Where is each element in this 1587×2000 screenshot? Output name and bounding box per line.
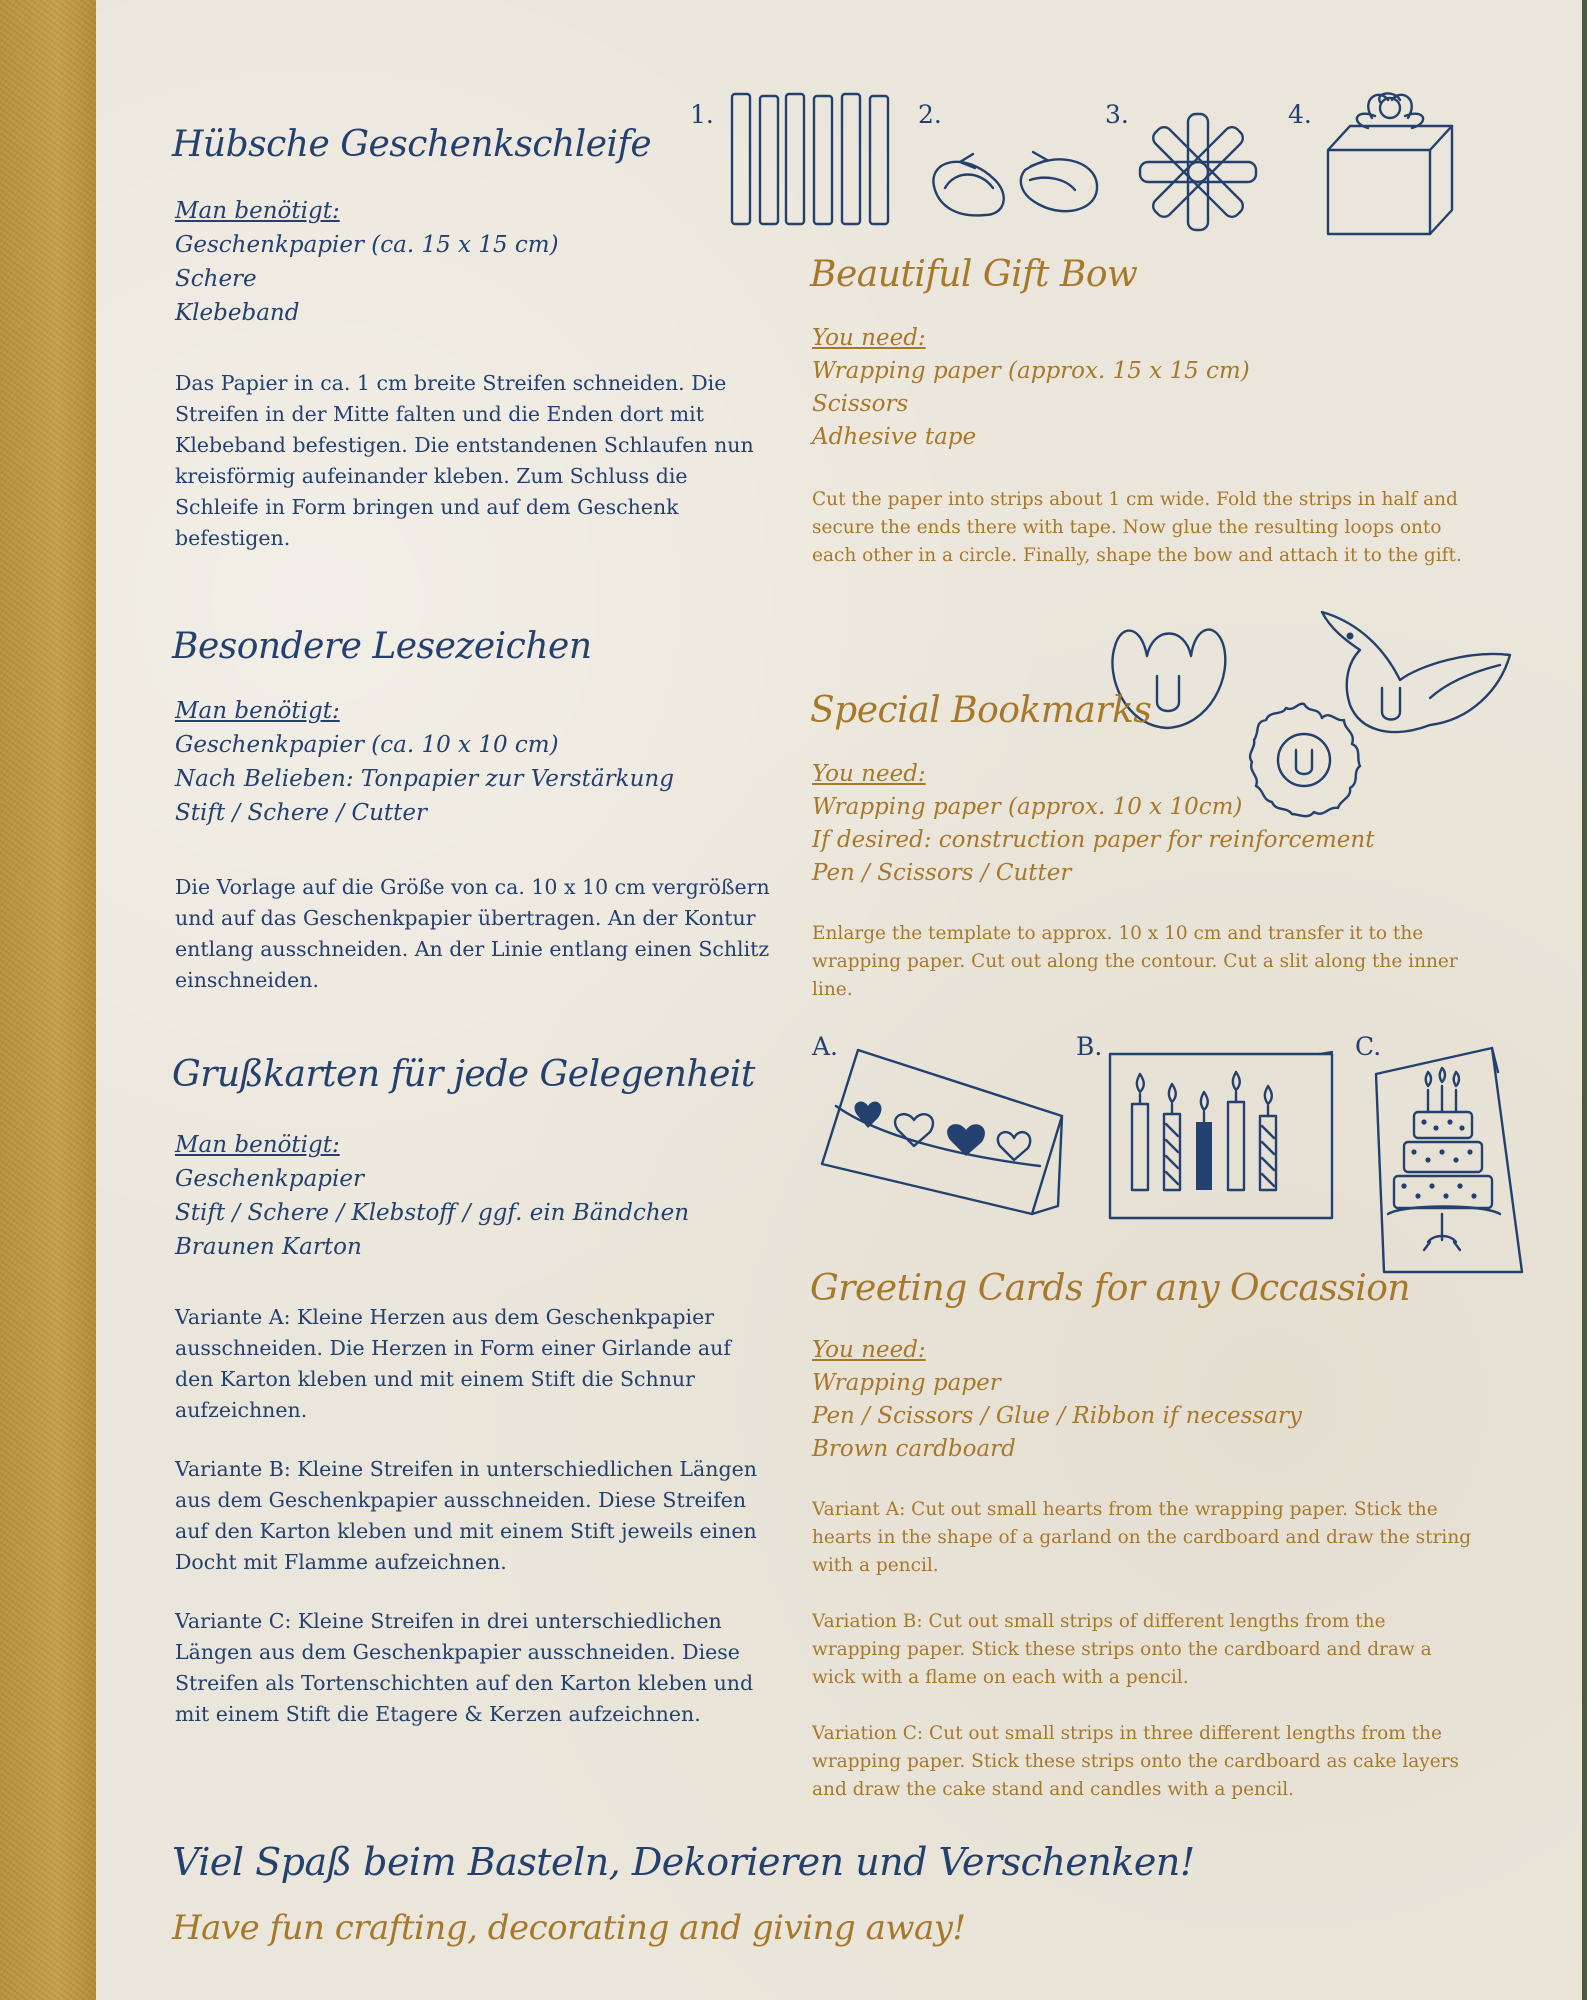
material-item: Wrapping paper (approx. 10 x 10cm) <box>812 794 1243 820</box>
step-label: 4. <box>1288 100 1312 129</box>
variant-a-text: Variant A: Cut out small hearts from the wrapping paper. Stick the hearts in the shape of a garland on the cardboard and draw the string with a pencil. <box>812 1499 1472 1576</box>
footer-de: Viel Spaß beim Basteln, Dekorieren und Verschenken! <box>172 1840 1195 1884</box>
material-item: Geschenkpapier <box>175 1166 364 1192</box>
cake-card-icon <box>1374 1044 1524 1276</box>
cards-text-en <box>812 1496 1472 1832</box>
variant-b-text: Variation B: Cut out small strips of different lengths from the wrapping paper. Stick these strips onto the cardboard and draw a wick with a flame on each with a pencil. <box>812 1611 1432 1688</box>
variant-c-text: Variante C: Kleine Streifen in drei unterschiedlichen Längen aus dem Geschenkpapier ausschneiden. Diese Streifen als Tortenschichten auf den Karton kleben und mit einem Stift die Etagere & Kerzen aufzeichnen. <box>175 1609 754 1726</box>
folded-loop-icon <box>925 140 1105 230</box>
material-item: Geschenkpapier (ca. 10 x 10 cm) <box>175 732 559 758</box>
need-label: You need: <box>812 1337 926 1363</box>
cards-title-de: Grußkarten für jede Gelegenheit <box>172 1054 755 1095</box>
material-item: Klebeband <box>175 300 300 326</box>
footer-en: Have fun crafting, decorating and giving away! <box>172 1908 966 1948</box>
gift-box-icon <box>1320 88 1460 238</box>
variant-c-text: Variation C: Cut out small strips in three different lengths from the wrapping paper. Stick these strips onto the cardboard as cake layers and draw the cake stand and candles with a pencil. <box>812 1723 1460 1800</box>
gift-bow-materials-de <box>175 194 559 330</box>
material-item: Geschenkpapier (ca. 15 x 15 cm) <box>175 232 559 258</box>
variant-label: C. <box>1355 1032 1382 1061</box>
material-item: Nach Belieben: Tonpapier zur Verstärkung <box>175 766 674 792</box>
material-item: Stift / Schere / Klebstoff / ggf. ein Bändchen <box>175 1200 690 1226</box>
material-item: Braunen Karton <box>175 1234 362 1260</box>
cards-materials-en <box>812 1334 1302 1466</box>
step-label: 2. <box>918 100 942 129</box>
variant-a-text: Variante A: Kleine Herzen aus dem Geschenkpapier ausschneiden. Die Herzen in Form einer Girlande auf den Karton kleben und mit einem Stift die Schnur aufzeichnen. <box>175 1305 731 1422</box>
gift-bow-text-de: Das Papier in ca. 1 cm breite Streifen schneiden. Die Streifen in der Mitte falten und die Enden dort mit Klebeband befestigen. Die entstandenen Schlaufen nun kreisförmig aufeinander kleben. Zum Schluss die Schleife in Form bringen und auf dem Geschenk befestigen. <box>175 371 754 550</box>
bookmarks-materials-en <box>812 758 1374 890</box>
need-label: Man benötigt: <box>175 1132 340 1158</box>
gift-bow-title-en: Beautiful Gift Bow <box>810 254 1138 295</box>
heart-garland-card-icon <box>818 1046 1064 1216</box>
material-item: Stift / Schere / Cutter <box>175 800 428 826</box>
candle-card-icon <box>1108 1050 1334 1222</box>
gift-bow-title-de: Hübsche Geschenkschleife <box>172 124 652 165</box>
variant-label: A. <box>812 1032 839 1061</box>
material-item: If desired: construction paper for reinforcement <box>812 827 1375 853</box>
material-item: Wrapping paper (approx. 15 x 15 cm) <box>812 358 1250 384</box>
cards-title-en: Greeting Cards for any Occassion <box>810 1268 1411 1309</box>
variant-b-text: Variante B: Kleine Streifen in unterschiedlichen Längen aus dem Geschenkpapier ausschneiden. Diese Streifen auf den Karton kleben und mit einem Stift jeweils einen Docht mit Flamme aufzeichnen. <box>175 1457 757 1574</box>
need-label: You need: <box>812 325 926 351</box>
material-item: Schere <box>175 266 257 292</box>
cards-text-de <box>175 1302 775 1758</box>
variant-label: B. <box>1076 1032 1103 1061</box>
material-item: Wrapping paper <box>812 1370 1001 1396</box>
paper-strips-icon <box>730 92 900 232</box>
need-label: You need: <box>812 761 926 787</box>
bookmarks-materials-de <box>175 694 674 830</box>
gift-bow-text-en: Cut the paper into strips about 1 cm wide. Fold the strips in half and secure the ends there with tape. Now glue the resulting loops onto each other in a circle. Finally, shape the bow and attach it to the gift. <box>812 489 1462 566</box>
bookmarks-text-en: Enlarge the template to approx. 10 x 10 cm and transfer it to the wrapping paper. Cut out along the contour. Cut a slit along the inner line. <box>812 923 1458 1000</box>
material-item: Pen / Scissors / Glue / Ribbon if necessary <box>812 1403 1302 1429</box>
step-label: 3. <box>1105 100 1129 129</box>
need-label: Man benötigt: <box>175 698 340 724</box>
need-label: Man benötigt: <box>175 198 340 224</box>
bookmarks-title-en: Special Bookmarks <box>810 690 1152 731</box>
cards-materials-de <box>175 1128 689 1264</box>
kraft-paper-strip <box>0 0 96 2000</box>
step-label: 1. <box>690 100 714 129</box>
material-item: Adhesive tape <box>812 424 977 450</box>
page-edge <box>1582 0 1587 2000</box>
bookmarks-title-de: Besondere Lesezeichen <box>172 626 592 667</box>
gift-bow-materials-en <box>812 322 1250 454</box>
material-item: Pen / Scissors / Cutter <box>812 860 1072 886</box>
bookmarks-text-de: Die Vorlage auf die Größe von ca. 10 x 10 cm vergrößern und auf das Geschenkpapier übertragen. An der Kontur entlang ausschneiden. An der Linie entlang einen Schlitz einschneiden. <box>175 875 770 992</box>
material-item: Brown cardboard <box>812 1436 1016 1462</box>
star-bow-icon <box>1138 112 1258 232</box>
material-item: Scissors <box>812 391 909 417</box>
